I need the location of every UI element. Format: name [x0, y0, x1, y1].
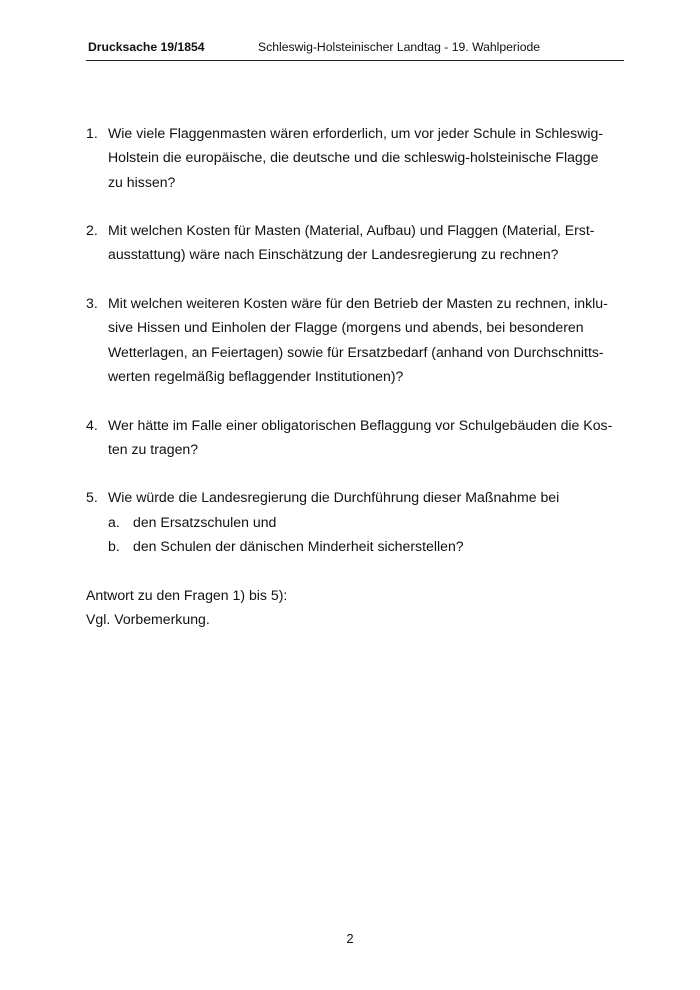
- question-line: sive Hissen und Einholen der Flagge (morgens und abends, bei besonderen: [108, 319, 584, 336]
- question-line: Wie würde die Landesregierung die Durchführung dieser Maßnahme bei: [108, 489, 560, 506]
- question-3: [86, 291, 616, 388]
- answer-section: [86, 583, 616, 632]
- answer-text: Vgl. Vorbemerkung.: [86, 610, 210, 627]
- sub-item-letter: b.: [108, 538, 120, 555]
- question-number: 5.: [86, 489, 98, 506]
- sub-item-letter: a.: [108, 513, 120, 530]
- question-number: 2.: [86, 222, 98, 239]
- page-number: 2: [346, 931, 354, 946]
- question-number: 3.: [86, 295, 98, 312]
- document-number: Drucksache 19/1854: [88, 40, 205, 54]
- document-body: [86, 121, 616, 631]
- question-2: [86, 218, 616, 267]
- sub-item-text: den Ersatzschulen und: [133, 513, 277, 530]
- sub-item-a: [108, 510, 616, 534]
- question-line: Wetterlagen, an Feiertagen) sowie für Ersatzbedarf (anhand von Durchschnitts-: [108, 343, 604, 360]
- page-header: [86, 40, 624, 61]
- question-line: ten zu tragen?: [108, 440, 199, 457]
- question-1: [86, 121, 616, 194]
- question-5: [86, 485, 616, 558]
- parliament-title: Schleswig-Holsteinischer Landtag - 19. Wahlperiode: [258, 40, 541, 54]
- question-number: 4.: [86, 416, 98, 433]
- question-4: [86, 413, 616, 462]
- question-line: zu hissen?: [108, 173, 176, 190]
- question-line: Wie viele Flaggenmasten wären erforderlich, um vor jeder Schule in Schleswig-: [108, 125, 604, 141]
- answer-heading: Antwort zu den Fragen 1) bis 5):: [86, 586, 288, 603]
- question-line: Mit welchen weiteren Kosten wäre für den Betrieb der Masten zu rechnen, inklu-: [108, 295, 608, 312]
- question-line: Wer hätte im Falle einer obligatorischen Beflaggung vor Schulgebäuden die Kos-: [108, 416, 613, 433]
- question-number: 1.: [86, 125, 98, 141]
- question-line: Holstein die europäische, die deutsche und die schleswig-holsteinische Flagge: [108, 149, 599, 166]
- question-line: ausstattung) wäre nach Einschätzung der Landesregierung zu rechnen?: [108, 246, 559, 263]
- sub-item-text: den Schulen der dänischen Minderheit sicherstellen?: [133, 538, 464, 555]
- question-line: werten regelmäßig beflaggender Institutionen)?: [108, 367, 404, 384]
- question-line: Mit welchen Kosten für Masten (Material, Aufbau) und Flaggen (Material, Erst-: [108, 222, 595, 239]
- sub-item-b: [108, 534, 616, 558]
